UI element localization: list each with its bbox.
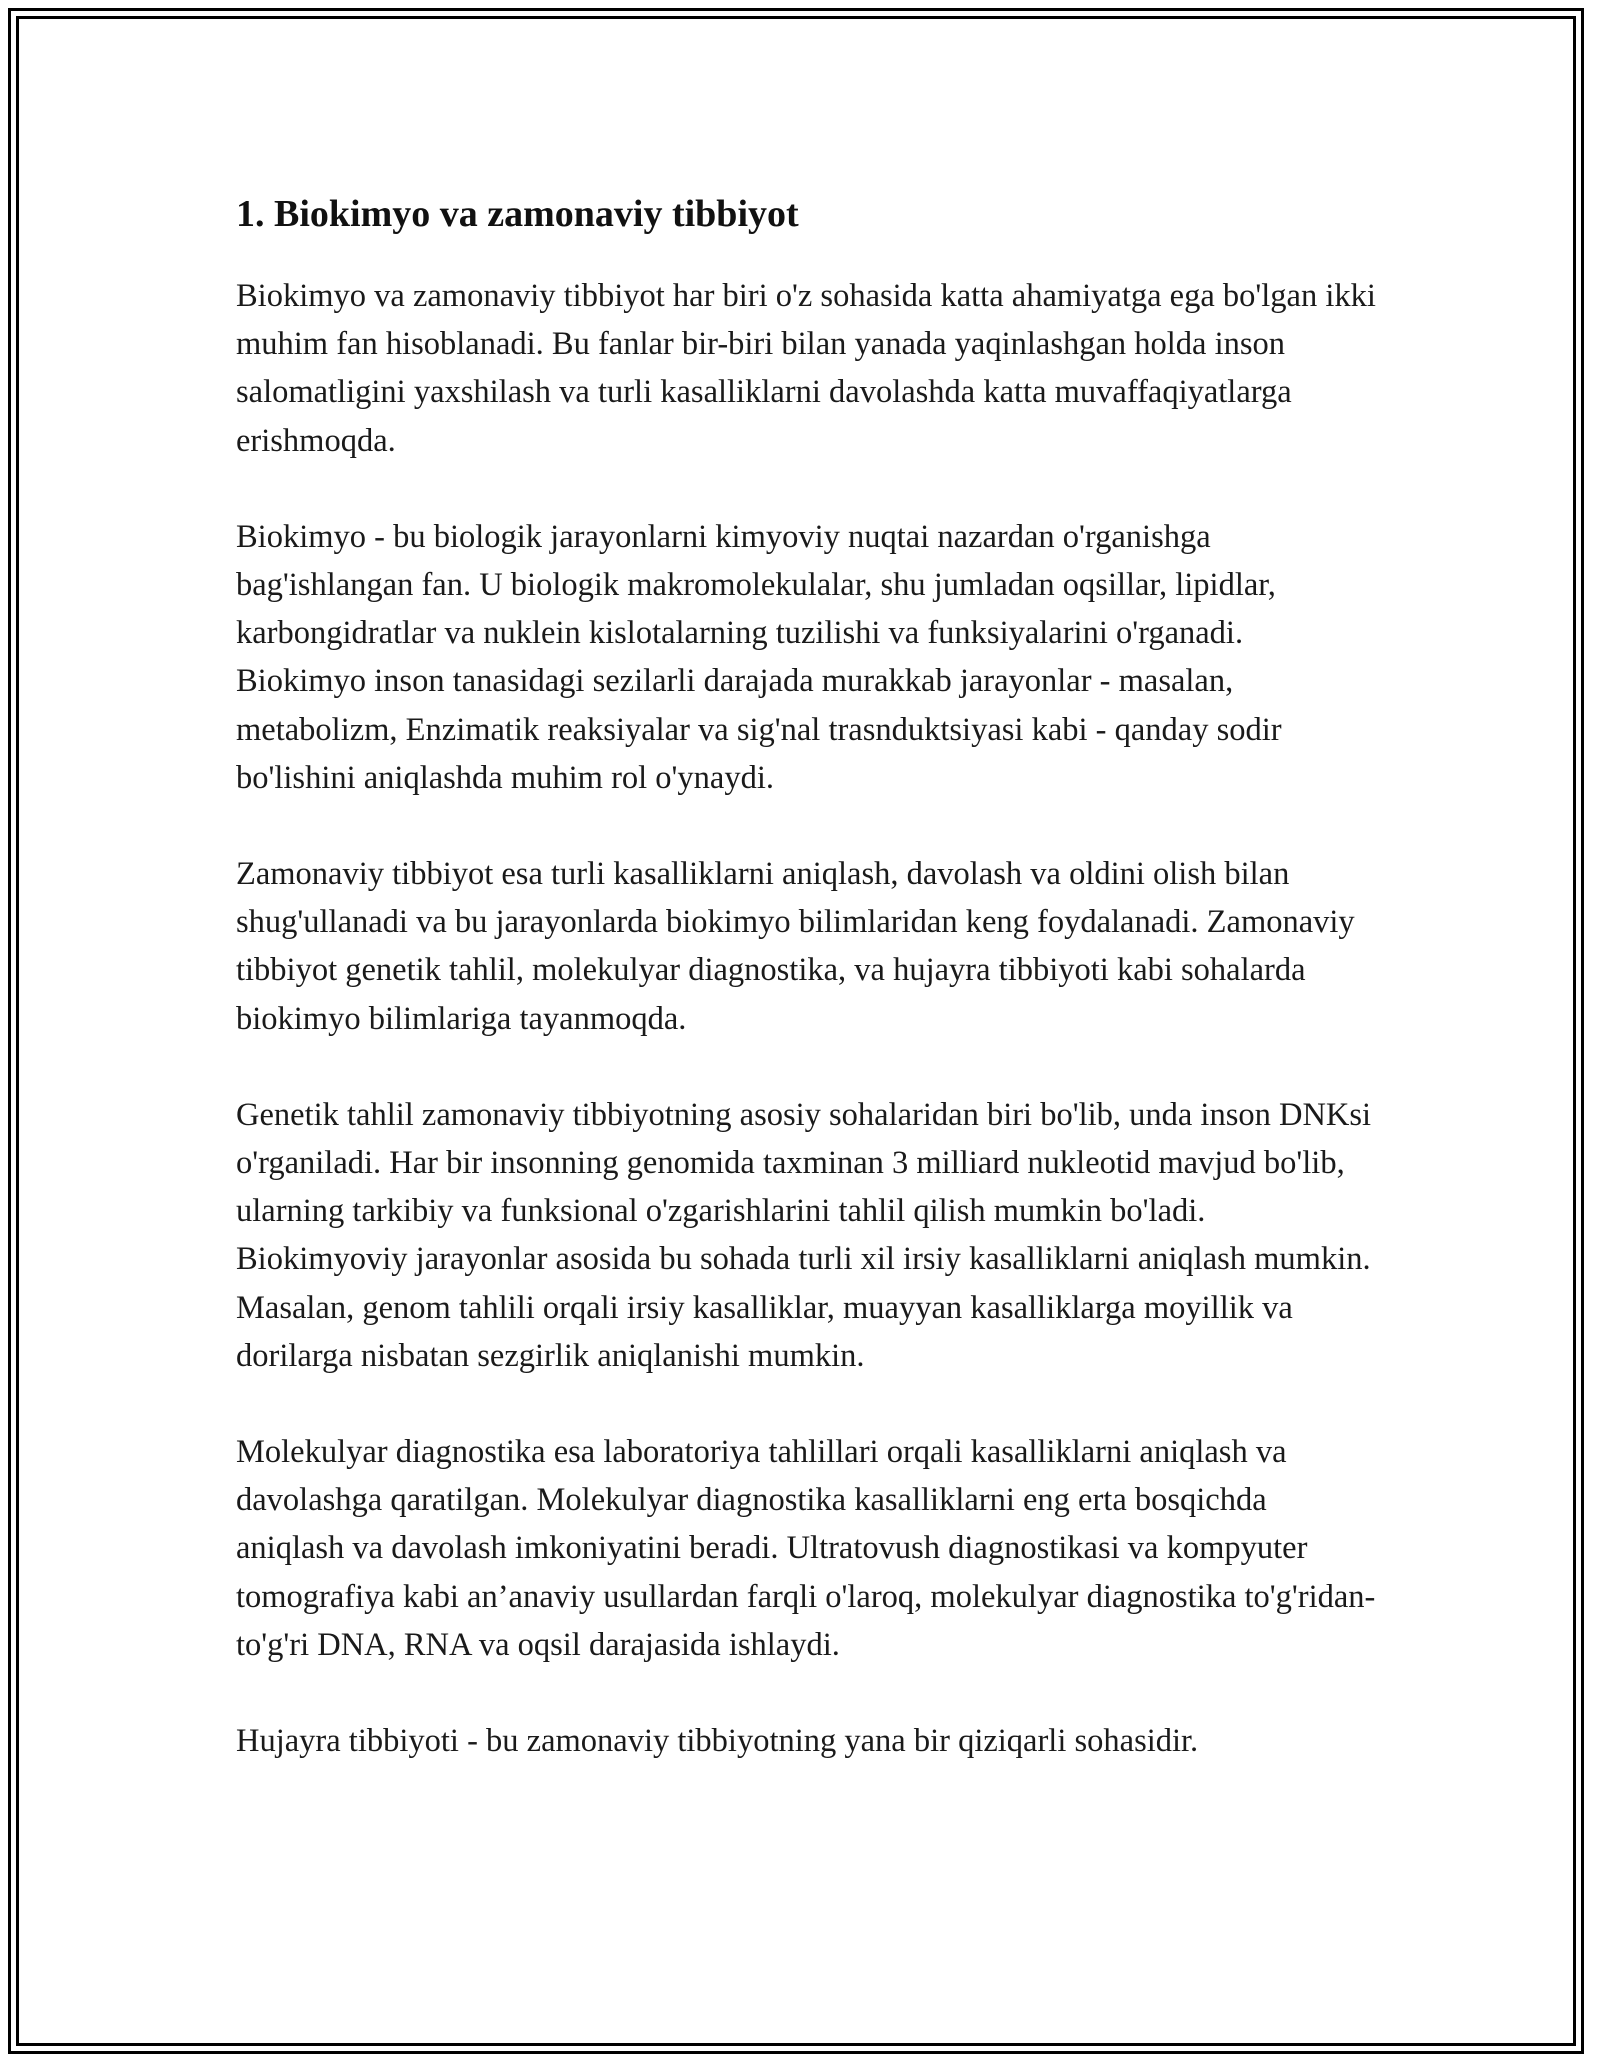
paragraph-molecular-diagnostics: Molekulyar diagnostika esa laboratoriya tahlillari orqali kasalliklarni aniqlash va davolashga qaratilgan. Molekulyar diagnostika kasalliklarni eng erta bosqichda aniqlash va davolash imkoniyatini beradi. Ultratovush diagnostikasi va kompyuter tomografiya kabi an’anaviy usullardan farqli o'laroq, molekulyar diagnostika to'g'ridan-to'g'ri DNA, RNA va oqsil darajasida ishlaydi. [236, 1434, 1376, 1663]
section-heading: 1. Biokimyo va zamonaviy tibbiyot [236, 193, 799, 235]
paragraph-genetic-analysis: Genetik tahlil zamonaviy tibbiyotning asosiy sohalaridan biri bo'lib, unda inson DNKsi o'rganiladi. Har bir insonning genomida taxminan 3 milliard nukleotid mavjud bo'lib, ularning tarkibiy va funksional o'zgarishlarini tahlil qilish mumkin bo'ladi. Biokimyoviy jarayonlar asosida bu sohada turli xil irsiy kasalliklarni aniqlash mumkin. Masalan, genom tahlili orqali irsiy kasalliklar, muayyan kasalliklarga moyillik va dorilarga nisbatan sezgirlik aniqlanishi mumkin. [236, 1096, 1372, 1374]
paragraph-biochemistry: Biokimyo - bu biologik jarayonlarni kimyoviy nuqtai nazardan o'rganishga bag'ishlangan fan. U biologik makromolekulalar, shu jumladan oqsillar, lipidlar, karbongidratlar va nuklein kislotalarning tuzilishi va funksiyalarini o'rganadi. Biokimyo inson tanasidagi sezilarli darajada murakkab jarayonlar - masalan, metabolizm, Enzimatik reaksiyalar va sig'nal trasnduktsiyasi kabi - qanday sodir bo'lishini aniqlashda muhim rol o'ynaydi. [236, 518, 1282, 796]
paragraph-intro: Biokimyo va zamonaviy tibbiyot har biri o'z sohasida katta ahamiyatga ega bo'lgan ikki muhim fan hisoblanadi. Bu fanlar bir-biri bilan yanada yaqinlashgan holda inson salomatligini yaxshilash va turli kasalliklarni davolashda katta muvaffaqiyatlarga erishmoqda. [236, 278, 1376, 459]
paragraph-modern-medicine: Zamonaviy tibbiyot esa turli kasalliklarni aniqlash, davolash va oldini olish bilan shug'ullanadi va bu jarayonlarda biokimyo bilimlaridan keng foydalanadi. Zamonaviy tibbiyot genetik tahlil, molekulyar diagnostika, va hujayra tibbiyoti kabi sohalarda biokimyo bilimlariga tayanmoqda. [236, 856, 1355, 1037]
paragraph-cell-medicine: Hujayra tibbiyoti - bu zamonaviy tibbiyotning yana bir qiziqarli sohasidir. [236, 1723, 1199, 1760]
document-body [236, 186, 1376, 1813]
